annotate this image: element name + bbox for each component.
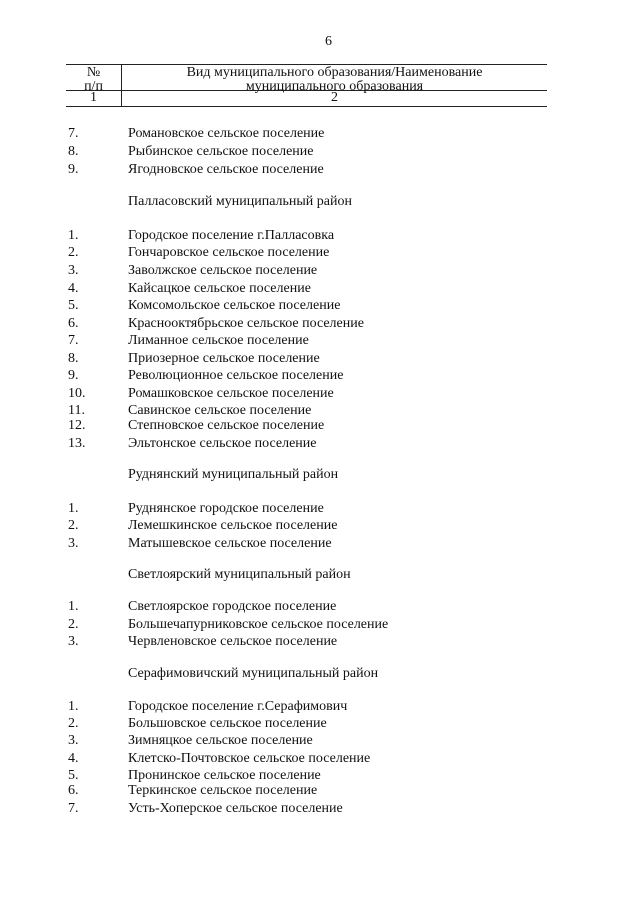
item-name: Клетско-Почтовское сельское поселение [128, 751, 371, 766]
item-number: 1. [68, 699, 79, 714]
item-name: Лиманное сельское поселение [128, 333, 309, 348]
item-name: Теркинское сельское поселение [128, 783, 318, 798]
item-number: 8. [68, 351, 79, 366]
item-number: 3. [68, 263, 79, 278]
column-name-index: 2 [331, 90, 338, 105]
item-name: Ягодновское сельское поселение [128, 162, 324, 177]
item-number: 6. [68, 783, 79, 798]
item-name: Гончаровское сельское поселение [128, 245, 330, 260]
item-number: 9. [68, 368, 79, 383]
item-name: Краснооктябрьское сельское поселение [128, 316, 364, 331]
item-number: 4. [68, 281, 79, 296]
item-number: 2. [68, 245, 79, 260]
item-name: Пронинское сельское поселение [128, 768, 321, 783]
section-heading: Серафимовичский муниципальный район [128, 666, 379, 681]
column-name-header: Вид муниципального образования/Наименование муниципального образования [186, 65, 483, 94]
item-name: Городское поселение г.Серафимович [128, 699, 348, 714]
item-number: 2. [68, 617, 79, 632]
item-number: 7. [68, 333, 79, 348]
item-name: Кайсацкое сельское поселение [128, 281, 311, 296]
item-name: Усть-Хоперское сельское поселение [128, 801, 343, 816]
item-number: 3. [68, 634, 79, 649]
item-name: Светлоярское городское поселение [128, 599, 337, 614]
item-number: 1. [68, 228, 79, 243]
item-number: 6. [68, 316, 79, 331]
item-number: 3. [68, 536, 79, 551]
item-number: 4. [68, 751, 79, 766]
page-number: 6 [325, 34, 332, 49]
item-number: 8. [68, 144, 79, 159]
item-name: Зимняцкое сельское поселение [128, 733, 313, 748]
item-number: 3. [68, 733, 79, 748]
item-name: Большовское сельское поселение [128, 716, 327, 731]
section-heading: Светлоярский муниципальный район [128, 567, 351, 582]
item-name: Романовское сельское поселение [128, 126, 325, 141]
item-name: Заволжское сельское поселение [128, 263, 318, 278]
item-number: 7. [68, 801, 79, 816]
item-name: Руднянское городское поселение [128, 501, 324, 516]
section-heading: Палласовский муниципальный район [128, 194, 352, 209]
item-number: 2. [68, 716, 79, 731]
item-name: Городское поселение г.Палласовка [128, 228, 335, 243]
item-number: 5. [68, 768, 79, 783]
item-name: Приозерное сельское поселение [128, 351, 320, 366]
item-name: Революционное сельское поселение [128, 368, 344, 383]
item-name: Комсомольское сельское поселение [128, 298, 341, 313]
item-name: Эльтонское сельское поселение [128, 436, 317, 451]
item-number: 10. [68, 386, 86, 401]
table-bottom-rule [66, 106, 547, 107]
column-number-index: 1 [90, 90, 97, 105]
item-number: 9. [68, 162, 79, 177]
item-number: 13. [68, 436, 86, 451]
item-number: 1. [68, 599, 79, 614]
item-name: Матышевское сельское поселение [128, 536, 332, 551]
item-name: Червленовское сельское поселение [128, 634, 338, 649]
item-name: Савинское сельское поселение [128, 403, 312, 418]
item-name: Ромашковское сельское поселение [128, 386, 334, 401]
item-number: 5. [68, 298, 79, 313]
item-name: Рыбинское сельское поселение [128, 144, 314, 159]
item-number: 11. [68, 403, 85, 418]
item-number: 12. [68, 418, 86, 433]
item-number: 7. [68, 126, 79, 141]
item-name: Лемешкинское сельское поселение [128, 518, 338, 533]
item-number: 1. [68, 501, 79, 516]
item-name: Большечапурниковское сельское поселение [128, 617, 389, 632]
section-heading: Руднянский муниципальный район [128, 467, 339, 482]
item-number: 2. [68, 518, 79, 533]
column-number-header: № п/п [84, 65, 103, 94]
item-name: Степновское сельское поселение [128, 418, 325, 433]
